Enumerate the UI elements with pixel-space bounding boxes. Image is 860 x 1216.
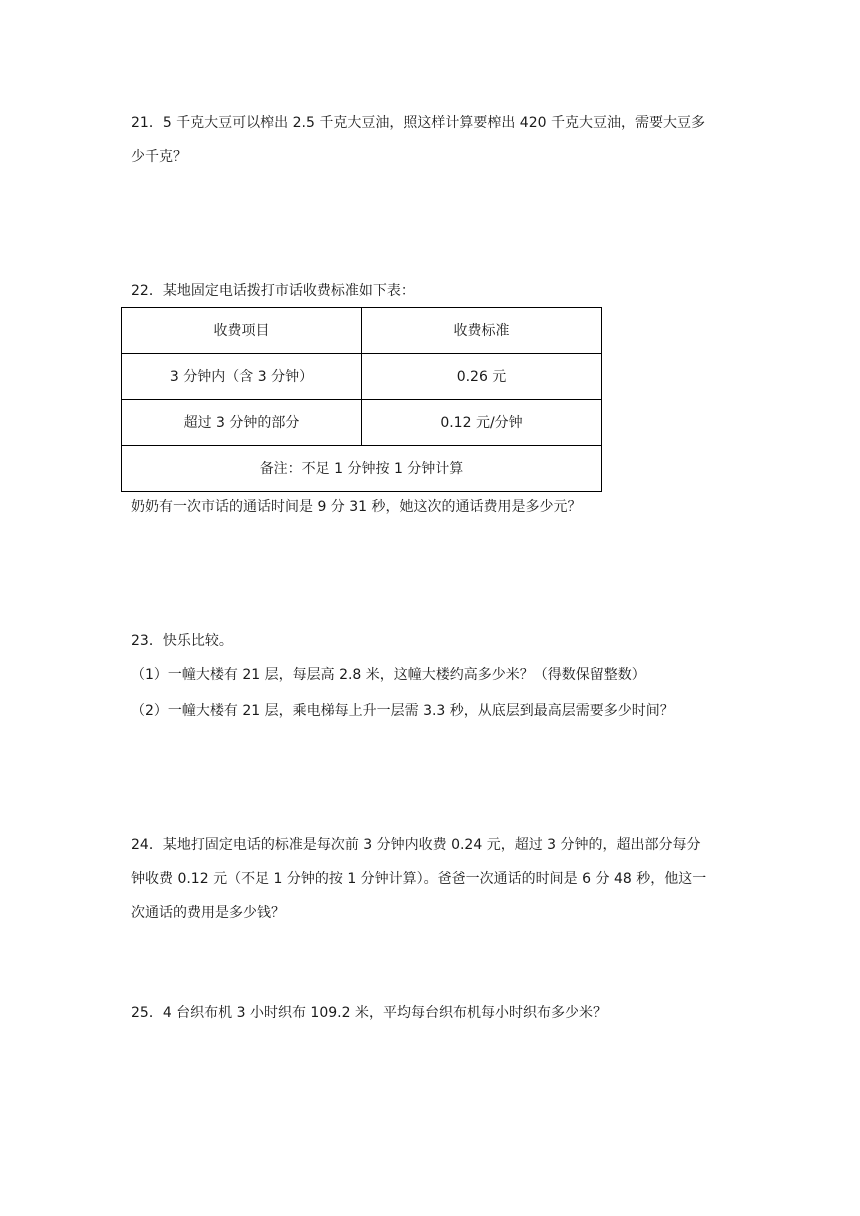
table-row (122, 400, 602, 446)
q22-intro: 22．某地固定电话拨打市话收费标准如下表： (131, 283, 415, 299)
q25-line-1: 25．4 台织布机 3 小时织布 109.2 米，平均每台织布机每小时织布多少米？ (131, 1005, 607, 1021)
q23-part-1: （1）一幢大楼有 21 层，每层高 2.8 米，这幢大楼约高多少米？（得数保留整数） (131, 667, 646, 683)
q22-question: 奶奶有一次市话的通话时间是 9 分 31 秒，她这次的通话费用是多少元？ (131, 499, 582, 515)
table-cell: 超过 3 分钟的部分 (122, 400, 362, 446)
table-note: 备注：不足 1 分钟按 1 分钟计算 (122, 446, 602, 492)
q24-line-1: 24．某地打固定电话的标准是每次前 3 分钟内收费 0.24 元，超过 3 分钟的，超出部分每分 (131, 837, 701, 853)
q24-line-3: 次通话的费用是多少钱？ (131, 905, 285, 921)
q23-title: 23．快乐比较。 (131, 633, 233, 649)
q21-line-2: 少千克？ (131, 149, 187, 165)
table-header-row (122, 308, 602, 354)
table-cell: 3 分钟内（含 3 分钟） (122, 354, 362, 400)
q24-line-2: 钟收费 0.12 元（不足 1 分钟的按 1 分钟计算）。爸爸一次通话的时间是 6 分 48 秒，他这一 (131, 871, 707, 887)
table-note-row (122, 446, 602, 492)
fee-table (121, 307, 602, 492)
q21-line-1: 21．5 千克大豆可以榨出 2.5 千克大豆油，照这样计算要榨出 420 千克大豆油，需要大豆多 (131, 115, 705, 131)
table-header-item: 收费项目 (122, 308, 362, 354)
table-row (122, 354, 602, 400)
q23-part-2: （2）一幢大楼有 21 层，乘电梯每上升一层需 3.3 秒，从底层到最高层需要多少时间？ (131, 703, 674, 719)
table-cell: 0.12 元/分钟 (362, 400, 602, 446)
table-header-standard: 收费标准 (362, 308, 602, 354)
table-cell: 0.26 元 (362, 354, 602, 400)
